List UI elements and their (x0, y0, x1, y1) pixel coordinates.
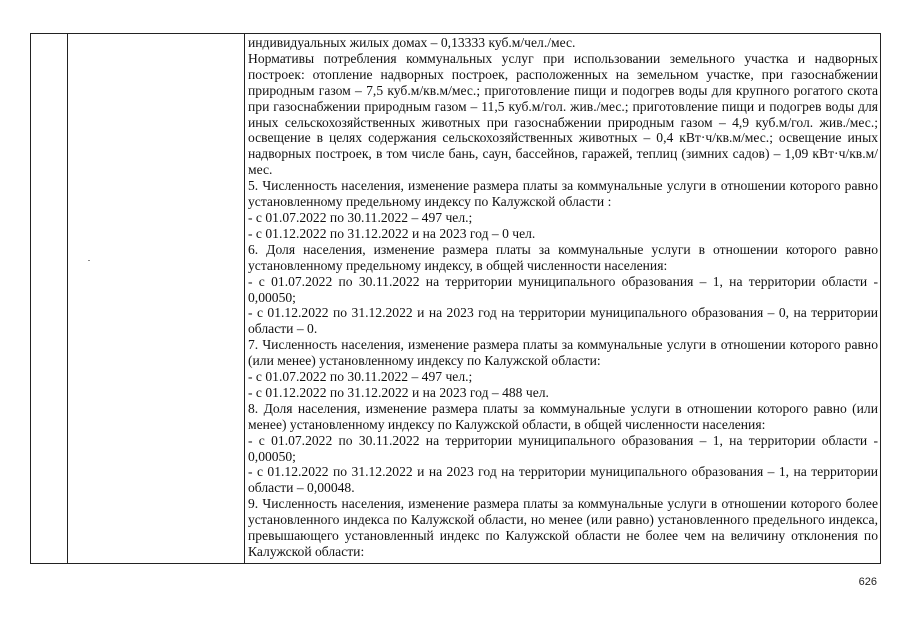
column-divider-2 (244, 34, 245, 563)
text-line: - с 01.12.2022 по 31.12.2022 и на 2023 год на территории муниципального образования – 1, на территории области – 0,00048. (248, 464, 878, 496)
scan-speck (88, 260, 90, 261)
text-line: 8. Доля населения, изменение размера платы за коммунальные услуги в отношении которого равно (или менее) установленному индексу по Калужской области, в общей численности населения: (248, 400, 878, 432)
text-line: - с 01.07.2022 по 30.11.2022 на территории муниципального образования – 1, на территории области - 0,00050; (248, 432, 878, 464)
text-line: - с 01.12.2022 по 31.12.2022 и на 2023 год – 488 чел. (248, 384, 549, 400)
document-table (30, 33, 881, 564)
text-line: 9. Численность населения, изменение размера платы за коммунальные услуги в отношении которого более установленного индекса по Калужской области, но менее (или равно) установленного предельного индекса, превышающего установленный индекс по Калужской области не более чем на величину отклонения по Калужской области: (248, 496, 878, 559)
text-line: индивидуальных жилых домах – 0,13333 куб.м/чел./мес. (248, 35, 576, 50)
text-line: - с 01.12.2022 по 31.12.2022 и на 2023 год – 0 чел. (248, 225, 536, 241)
text-column (248, 35, 878, 560)
text-line: 7. Численность населения, изменение размера платы за коммунальные услуги в отношении которого равно (или менее) установленному индексу по Калужской области: (248, 337, 878, 369)
text-line: - с 01.12.2022 по 31.12.2022 и на 2023 год на территории муниципального образования – 0, на территории области – 0. (248, 305, 878, 337)
text-line: - с 01.07.2022 по 30.11.2022 – 497 чел.; (248, 209, 473, 225)
text-line: - с 01.07.2022 по 30.11.2022 – 497 чел.; (248, 369, 473, 385)
text-line: 5. Численность населения, изменение размера платы за коммунальные услуги в отношении которого равно установленному предельному индексу по Калужской области : (248, 178, 878, 210)
page-number: 626 (858, 576, 877, 588)
text-line: 6. Доля населения, изменение размера платы за коммунальные услуги в отношении которого равно установленному предельному индексу, в общей численности населения: (248, 241, 878, 273)
text-line: - с 01.07.2022 по 30.11.2022 на территории муниципального образования – 1, на территории области - 0,00050; (248, 273, 878, 305)
column-divider-1 (67, 34, 68, 563)
text-line: Нормативы потребления коммунальных услуг при использовании земельного участка и надворных построек: отопление надворных построек, расположенных на земельном участке, при газоснабжении природным газом – 7,5 куб.м/кв.м/мес.; приготовление пищи и подогрев воды для крупного рогатого скота при газоснабжении природным газом – 11,5 куб.м/гол. жив./мес.; приготовление пищи и подогрев воды для иных сельскохозяйственных животных при газоснабжении природным газом – 4,9 куб.м/гол. жив./мес.; освещение в целях содержания сельскохозяйственных животных – 0,4 кВт·ч/кв.м/мес.; освещение иных надворных построек, в том числе бань, саун, бассейнов, гаражей, теплиц (зимних садов) – 1,09 кВт·ч/кв.м/мес. (248, 50, 878, 178)
